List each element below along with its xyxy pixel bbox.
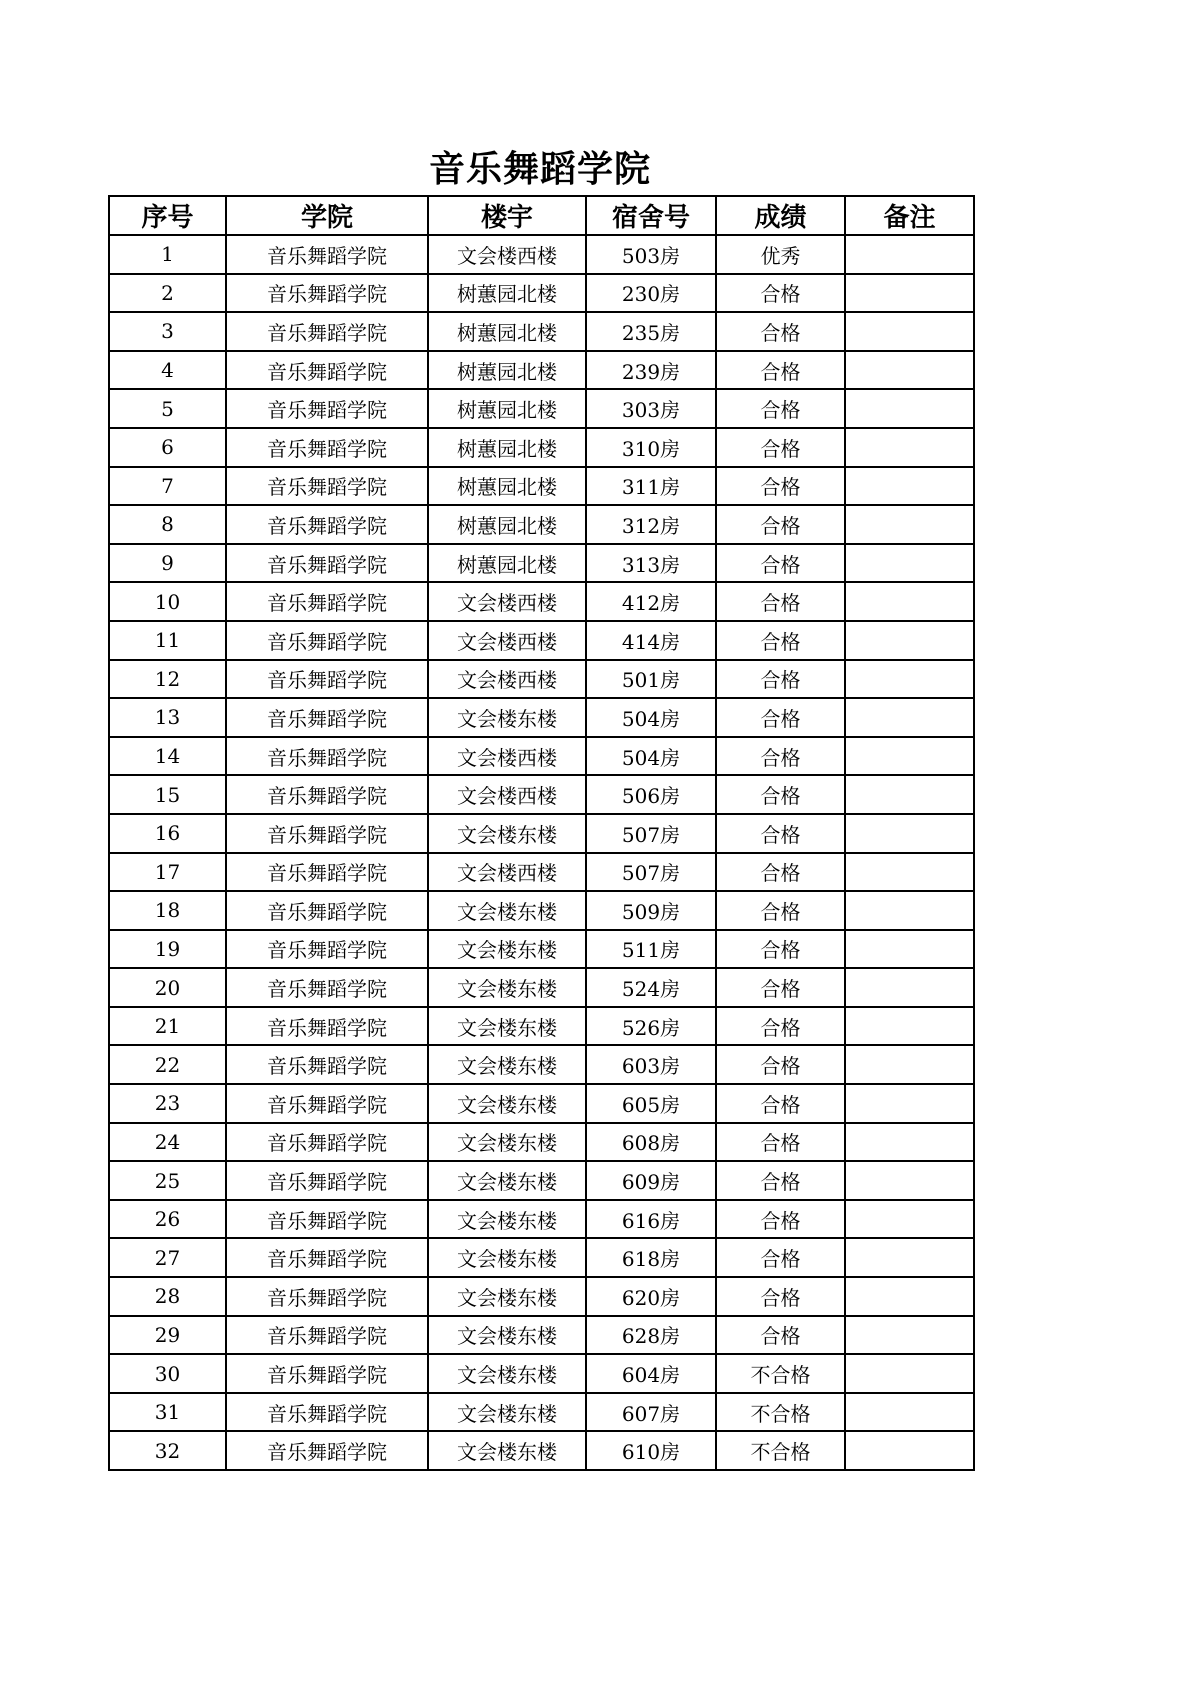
cell-remarks (845, 389, 974, 428)
cell-remarks (845, 737, 974, 776)
cell-serial-number: 6 (109, 428, 226, 467)
cell-remarks (845, 544, 974, 583)
cell-building: 文会楼西楼 (428, 775, 586, 814)
cell-room-number: 610房 (586, 1431, 716, 1470)
cell-remarks (845, 1277, 974, 1316)
cell-college: 音乐舞蹈学院 (226, 1238, 428, 1277)
cell-college: 音乐舞蹈学院 (226, 1316, 428, 1355)
cell-grade: 合格 (716, 775, 845, 814)
cell-grade: 合格 (716, 274, 845, 313)
cell-room-number: 507房 (586, 853, 716, 892)
cell-room-number: 312房 (586, 505, 716, 544)
cell-grade: 合格 (716, 698, 845, 737)
cell-remarks (845, 1393, 974, 1432)
cell-serial-number: 4 (109, 351, 226, 390)
cell-grade: 合格 (716, 544, 845, 583)
cell-remarks (845, 467, 974, 506)
cell-room-number: 235房 (586, 312, 716, 351)
cell-grade: 合格 (716, 1200, 845, 1239)
cell-grade: 合格 (716, 312, 845, 351)
cell-room-number: 504房 (586, 737, 716, 776)
header-remarks: 备注 (845, 196, 974, 235)
cell-remarks (845, 1123, 974, 1162)
cell-room-number: 303房 (586, 389, 716, 428)
table-row (109, 582, 974, 621)
cell-remarks (845, 814, 974, 853)
cell-room-number: 507房 (586, 814, 716, 853)
table-row (109, 312, 974, 351)
table-row (109, 1045, 974, 1084)
table-row (109, 505, 974, 544)
cell-college: 音乐舞蹈学院 (226, 544, 428, 583)
cell-serial-number: 30 (109, 1354, 226, 1393)
cell-grade: 合格 (716, 853, 845, 892)
table-row (109, 1354, 974, 1393)
cell-building: 文会楼西楼 (428, 582, 586, 621)
table-row (109, 1316, 974, 1355)
cell-building: 文会楼西楼 (428, 660, 586, 699)
cell-remarks (845, 351, 974, 390)
cell-serial-number: 12 (109, 660, 226, 699)
table-row (109, 814, 974, 853)
cell-room-number: 628房 (586, 1316, 716, 1355)
cell-room-number: 605房 (586, 1084, 716, 1123)
cell-grade: 合格 (716, 351, 845, 390)
cell-grade: 合格 (716, 1277, 845, 1316)
cell-remarks (845, 1045, 974, 1084)
table-row (109, 1431, 974, 1470)
cell-building: 树蕙园北楼 (428, 312, 586, 351)
cell-room-number: 414房 (586, 621, 716, 660)
cell-college: 音乐舞蹈学院 (226, 467, 428, 506)
table-row (109, 930, 974, 969)
cell-room-number: 310房 (586, 428, 716, 467)
cell-remarks (845, 505, 974, 544)
cell-building: 文会楼西楼 (428, 853, 586, 892)
cell-college: 音乐舞蹈学院 (226, 1161, 428, 1200)
cell-serial-number: 10 (109, 582, 226, 621)
cell-remarks (845, 775, 974, 814)
cell-remarks (845, 1354, 974, 1393)
cell-building: 树蕙园北楼 (428, 389, 586, 428)
cell-remarks (845, 698, 974, 737)
cell-remarks (845, 312, 974, 351)
cell-serial-number: 15 (109, 775, 226, 814)
table-row (109, 775, 974, 814)
cell-building: 文会楼东楼 (428, 1277, 586, 1316)
cell-remarks (845, 1084, 974, 1123)
cell-room-number: 603房 (586, 1045, 716, 1084)
cell-building: 文会楼东楼 (428, 1123, 586, 1162)
cell-grade: 合格 (716, 428, 845, 467)
cell-serial-number: 16 (109, 814, 226, 853)
cell-serial-number: 17 (109, 853, 226, 892)
cell-serial-number: 26 (109, 1200, 226, 1239)
cell-grade: 合格 (716, 1161, 845, 1200)
cell-building: 树蕙园北楼 (428, 274, 586, 313)
cell-building: 文会楼东楼 (428, 1200, 586, 1239)
cell-building: 文会楼东楼 (428, 930, 586, 969)
cell-room-number: 503房 (586, 235, 716, 274)
cell-grade: 合格 (716, 891, 845, 930)
cell-room-number: 604房 (586, 1354, 716, 1393)
cell-remarks (845, 1200, 974, 1239)
cell-room-number: 524房 (586, 968, 716, 1007)
cell-serial-number: 1 (109, 235, 226, 274)
table-row (109, 1277, 974, 1316)
cell-remarks (845, 582, 974, 621)
cell-serial-number: 31 (109, 1393, 226, 1432)
cell-building: 文会楼东楼 (428, 1007, 586, 1046)
cell-college: 音乐舞蹈学院 (226, 1393, 428, 1432)
cell-grade: 合格 (716, 930, 845, 969)
cell-remarks (845, 853, 974, 892)
table-row (109, 467, 974, 506)
cell-remarks (845, 660, 974, 699)
table-row (109, 351, 974, 390)
cell-serial-number: 2 (109, 274, 226, 313)
cell-remarks (845, 968, 974, 1007)
cell-college: 音乐舞蹈学院 (226, 853, 428, 892)
cell-room-number: 412房 (586, 582, 716, 621)
cell-grade: 合格 (716, 660, 845, 699)
cell-building: 文会楼东楼 (428, 1045, 586, 1084)
cell-college: 音乐舞蹈学院 (226, 351, 428, 390)
cell-grade: 合格 (716, 467, 845, 506)
page-title: 音乐舞蹈学院 (428, 149, 651, 190)
cell-grade: 合格 (716, 389, 845, 428)
cell-building: 文会楼东楼 (428, 1316, 586, 1355)
cell-building: 树蕙园北楼 (428, 428, 586, 467)
table-row (109, 1084, 974, 1123)
cell-room-number: 239房 (586, 351, 716, 390)
cell-serial-number: 25 (109, 1161, 226, 1200)
cell-college: 音乐舞蹈学院 (226, 1007, 428, 1046)
cell-serial-number: 24 (109, 1123, 226, 1162)
cell-room-number: 616房 (586, 1200, 716, 1239)
table-row (109, 389, 974, 428)
cell-remarks (845, 1007, 974, 1046)
cell-building: 文会楼东楼 (428, 968, 586, 1007)
cell-serial-number: 3 (109, 312, 226, 351)
header-college: 学院 (226, 196, 428, 235)
cell-building: 文会楼西楼 (428, 737, 586, 776)
cell-grade: 合格 (716, 737, 845, 776)
cell-college: 音乐舞蹈学院 (226, 737, 428, 776)
cell-college: 音乐舞蹈学院 (226, 505, 428, 544)
table-row (109, 1393, 974, 1432)
cell-building: 树蕙园北楼 (428, 505, 586, 544)
cell-remarks (845, 235, 974, 274)
table-row (109, 660, 974, 699)
cell-grade: 合格 (716, 582, 845, 621)
table-row (109, 698, 974, 737)
cell-building: 文会楼东楼 (428, 1393, 586, 1432)
cell-college: 音乐舞蹈学院 (226, 235, 428, 274)
cell-room-number: 311房 (586, 467, 716, 506)
cell-college: 音乐舞蹈学院 (226, 1084, 428, 1123)
cell-college: 音乐舞蹈学院 (226, 775, 428, 814)
cell-room-number: 608房 (586, 1123, 716, 1162)
cell-grade: 不合格 (716, 1393, 845, 1432)
cell-grade: 优秀 (716, 235, 845, 274)
cell-remarks (845, 621, 974, 660)
cell-college: 音乐舞蹈学院 (226, 1200, 428, 1239)
cell-college: 音乐舞蹈学院 (226, 1277, 428, 1316)
cell-grade: 合格 (716, 1238, 845, 1277)
cell-room-number: 607房 (586, 1393, 716, 1432)
cell-serial-number: 28 (109, 1277, 226, 1316)
cell-remarks (845, 1316, 974, 1355)
cell-college: 音乐舞蹈学院 (226, 428, 428, 467)
cell-building: 树蕙园北楼 (428, 544, 586, 583)
cell-serial-number: 23 (109, 1084, 226, 1123)
dormitory-table (108, 195, 975, 1471)
cell-building: 文会楼东楼 (428, 891, 586, 930)
cell-college: 音乐舞蹈学院 (226, 930, 428, 969)
table-row (109, 853, 974, 892)
cell-serial-number: 22 (109, 1045, 226, 1084)
table-row (109, 968, 974, 1007)
cell-room-number: 504房 (586, 698, 716, 737)
cell-room-number: 313房 (586, 544, 716, 583)
cell-serial-number: 13 (109, 698, 226, 737)
cell-remarks (845, 428, 974, 467)
cell-serial-number: 7 (109, 467, 226, 506)
cell-grade: 合格 (716, 1123, 845, 1162)
table-row (109, 544, 974, 583)
cell-building: 文会楼东楼 (428, 698, 586, 737)
cell-college: 音乐舞蹈学院 (226, 312, 428, 351)
header-grade: 成绩 (716, 196, 845, 235)
cell-building: 文会楼西楼 (428, 235, 586, 274)
table-row (109, 891, 974, 930)
table-row (109, 1238, 974, 1277)
cell-building: 文会楼东楼 (428, 1238, 586, 1277)
cell-college: 音乐舞蹈学院 (226, 891, 428, 930)
table-row (109, 737, 974, 776)
cell-grade: 合格 (716, 1084, 845, 1123)
cell-college: 音乐舞蹈学院 (226, 582, 428, 621)
table-row (109, 1161, 974, 1200)
cell-remarks (845, 1238, 974, 1277)
cell-college: 音乐舞蹈学院 (226, 968, 428, 1007)
cell-serial-number: 29 (109, 1316, 226, 1355)
cell-grade: 合格 (716, 968, 845, 1007)
cell-room-number: 506房 (586, 775, 716, 814)
cell-serial-number: 8 (109, 505, 226, 544)
cell-serial-number: 11 (109, 621, 226, 660)
cell-grade: 合格 (716, 621, 845, 660)
table-row (109, 1007, 974, 1046)
header-room-number: 宿舍号 (586, 196, 716, 235)
table-row (109, 428, 974, 467)
header-row (109, 196, 974, 235)
cell-grade: 合格 (716, 1045, 845, 1084)
cell-room-number: 230房 (586, 274, 716, 313)
cell-remarks (845, 1161, 974, 1200)
cell-college: 音乐舞蹈学院 (226, 1354, 428, 1393)
cell-remarks (845, 891, 974, 930)
cell-room-number: 501房 (586, 660, 716, 699)
cell-grade: 不合格 (716, 1354, 845, 1393)
table-row (109, 274, 974, 313)
cell-college: 音乐舞蹈学院 (226, 698, 428, 737)
cell-remarks (845, 930, 974, 969)
cell-college: 音乐舞蹈学院 (226, 660, 428, 699)
table-row (109, 1123, 974, 1162)
cell-grade: 不合格 (716, 1431, 845, 1470)
cell-building: 文会楼东楼 (428, 1084, 586, 1123)
table-row (109, 1200, 974, 1239)
cell-room-number: 526房 (586, 1007, 716, 1046)
cell-grade: 合格 (716, 814, 845, 853)
cell-serial-number: 20 (109, 968, 226, 1007)
cell-remarks (845, 274, 974, 313)
cell-serial-number: 32 (109, 1431, 226, 1470)
cell-college: 音乐舞蹈学院 (226, 1123, 428, 1162)
cell-serial-number: 5 (109, 389, 226, 428)
cell-grade: 合格 (716, 1007, 845, 1046)
table-body (109, 235, 974, 1470)
cell-college: 音乐舞蹈学院 (226, 1045, 428, 1084)
cell-building: 文会楼东楼 (428, 1431, 586, 1470)
cell-room-number: 620房 (586, 1277, 716, 1316)
cell-college: 音乐舞蹈学院 (226, 1431, 428, 1470)
cell-serial-number: 18 (109, 891, 226, 930)
cell-room-number: 509房 (586, 891, 716, 930)
cell-building: 文会楼东楼 (428, 1161, 586, 1200)
cell-grade: 合格 (716, 505, 845, 544)
cell-room-number: 609房 (586, 1161, 716, 1200)
cell-serial-number: 27 (109, 1238, 226, 1277)
cell-remarks (845, 1431, 974, 1470)
cell-grade: 合格 (716, 1316, 845, 1355)
table-row (109, 621, 974, 660)
cell-college: 音乐舞蹈学院 (226, 814, 428, 853)
header-building: 楼宇 (428, 196, 586, 235)
cell-building: 文会楼西楼 (428, 621, 586, 660)
cell-college: 音乐舞蹈学院 (226, 389, 428, 428)
cell-serial-number: 19 (109, 930, 226, 969)
cell-college: 音乐舞蹈学院 (226, 274, 428, 313)
cell-serial-number: 21 (109, 1007, 226, 1046)
table-row (109, 235, 974, 274)
cell-college: 音乐舞蹈学院 (226, 621, 428, 660)
header-serial-number: 序号 (109, 196, 226, 235)
cell-serial-number: 14 (109, 737, 226, 776)
cell-building: 树蕙园北楼 (428, 467, 586, 506)
cell-room-number: 618房 (586, 1238, 716, 1277)
cell-building: 文会楼东楼 (428, 814, 586, 853)
cell-building: 文会楼东楼 (428, 1354, 586, 1393)
cell-room-number: 511房 (586, 930, 716, 969)
cell-building: 树蕙园北楼 (428, 351, 586, 390)
cell-serial-number: 9 (109, 544, 226, 583)
